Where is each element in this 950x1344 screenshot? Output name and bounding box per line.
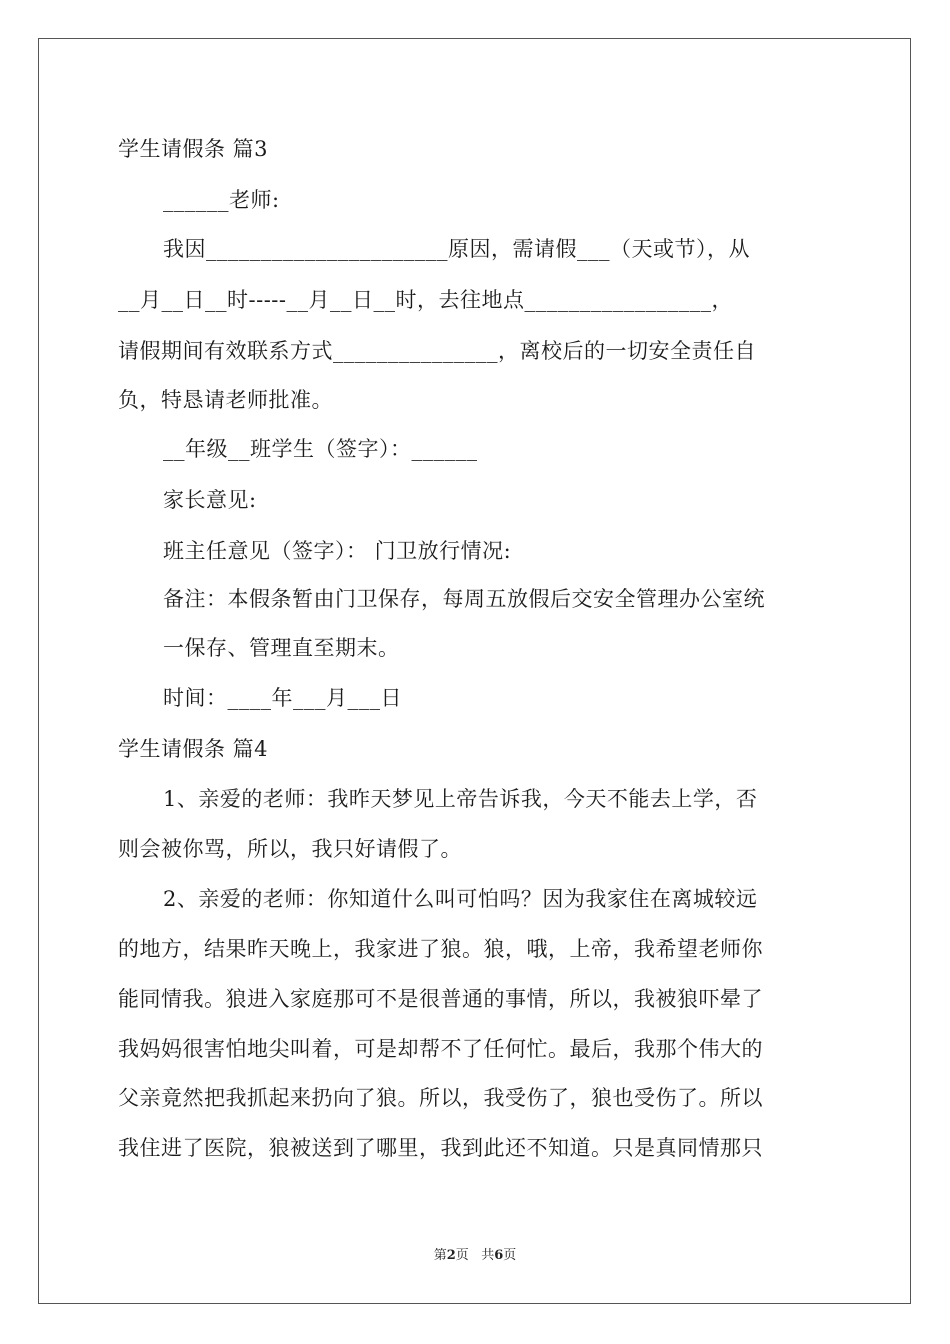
salutation-line: ______老师: (163, 188, 280, 212)
body-line: __月__日__时-----__月__日__时，去往地点_________________， (118, 288, 733, 312)
paragraph-line: 能同情我。狼进入家庭那可不是很普通的事情，所以，我被狼吓晕了 (118, 987, 763, 1011)
total-pages: 6 (494, 1248, 504, 1263)
date-line: 时间：____年___月___日 (163, 686, 402, 710)
parent-opinion-line: 家长意见: (163, 488, 257, 512)
note-line: 备注：本假条暂由门卫保存，每周五放假后交安全管理办公室统 (163, 587, 765, 611)
paragraph-line: 我住进了医院，狼被送到了哪里，我到此还不知道。只是真同情那只 (118, 1136, 763, 1160)
body-line: 负，特恳请老师批准。 (118, 388, 333, 412)
body-line: 我因______________________原因，需请假___（天或节），从 (163, 237, 750, 261)
note-line: 一保存、管理直至期末。 (163, 636, 400, 660)
total-prefix: 共 (481, 1248, 495, 1263)
paragraph-line: 1、亲爱的老师：我昨天梦见上帝告诉我，今天不能去上学，否 (163, 787, 758, 811)
page-prefix: 第 (433, 1248, 447, 1263)
section-heading-3: 学生请假条 篇3 (118, 137, 269, 161)
page-suffix: 页 (455, 1248, 469, 1263)
total-suffix: 页 (503, 1248, 517, 1263)
page-number: 2 (446, 1248, 456, 1263)
signature-line: __年级__班学生（签字）：______ (163, 437, 478, 461)
paragraph-line: 则会被你骂，所以，我只好请假了。 (118, 837, 462, 861)
paragraph-line: 我妈妈很害怕地尖叫着，可是却帮不了任何忙。最后，我那个伟大的 (118, 1037, 763, 1061)
paragraph-line: 父亲竟然把我抓起来扔向了狼。所以，我受伤了，狼也受伤了。所以 (118, 1086, 763, 1110)
paragraph-line: 的地方，结果昨天晚上，我家进了狼。狼，哦，上帝，我希望老师你 (118, 937, 763, 961)
page-footer (0, 1247, 950, 1265)
section-heading-4: 学生请假条 篇4 (118, 737, 269, 761)
paragraph-line: 2、亲爱的老师：你知道什么叫可怕吗？因为我家住在离城较远 (163, 887, 758, 911)
page-border (38, 38, 911, 1304)
teacher-opinion-line: 班主任意见（签字）： 门卫放行情况: (163, 539, 512, 563)
body-line: 请假期间有效联系方式_______________，离校后的一切安全责任自 (118, 339, 756, 363)
